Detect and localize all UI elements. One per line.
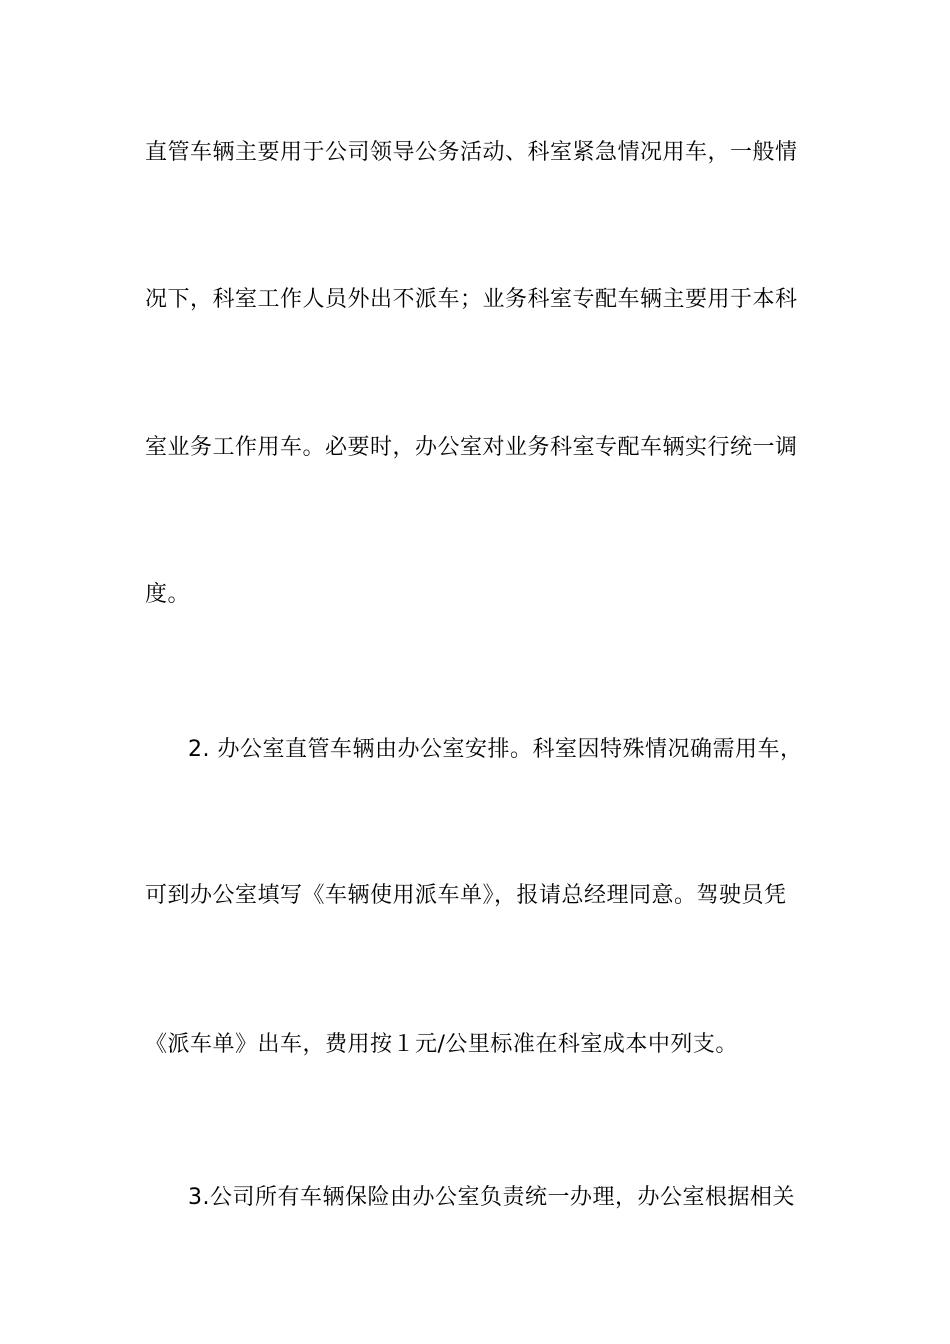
paragraph-line-numbered-2: 2. 办公室直管车辆由办公室安排。科室因特殊情况确需用车， [188, 737, 803, 762]
paragraph-line: 可到办公室填写《车辆使用派车单》，报请总经理同意。驾驶员凭 [145, 883, 787, 908]
paragraph-line: 直管车辆主要用于公司领导公务活动、科室紧急情况用车，一般情 [145, 140, 798, 165]
paragraph-line: 况下，科室工作人员外出不派车；业务科室专配车辆主要用于本科 [145, 287, 798, 312]
paragraph-line-numbered-3: 3.公司所有车辆保险由办公室负责统一办理，办公室根据相关 [188, 1185, 795, 1210]
paragraph-line: 《派车单》出车，费用按１元/公里标准在科室成本中列支。 [145, 1032, 738, 1057]
paragraph-line: 度。 [145, 582, 191, 607]
paragraph-line: 室业务工作用车。必要时，办公室对业务科室专配车辆实行统一调 [145, 435, 798, 460]
